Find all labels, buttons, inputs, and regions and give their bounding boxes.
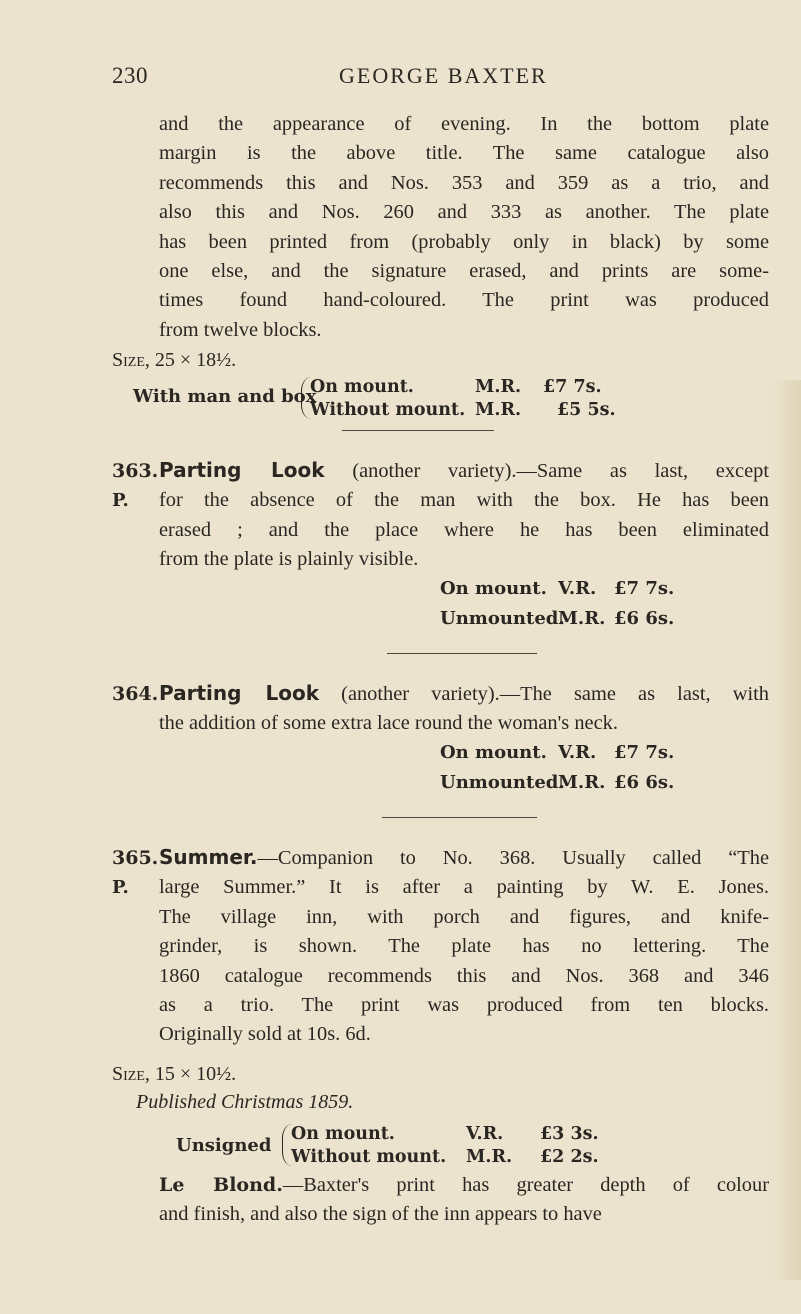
entry-title: Parting Look [159, 681, 319, 705]
price-row: Unmounted.M.R. £6 6s. [440, 608, 675, 629]
entry-marker: P. [112, 490, 129, 511]
entry-line: from the plate is plainly visible. [159, 548, 419, 571]
price-row: Without mount. M.R. £2 2s. [291, 1147, 599, 1167]
divider [382, 817, 537, 818]
entry-line: The village inn, with porch and figures, and knife- [159, 905, 769, 928]
intro-paragraph [159, 110, 769, 345]
intro-line: also this and Nos. 260 and 333 as another. The plate [159, 201, 769, 224]
page-number: 230 [112, 63, 148, 88]
intro-line: times found hand-coloured. The print was produced [159, 289, 769, 312]
price-row: Without mount. M.R. £5 5s. [310, 400, 616, 420]
entry-number: 365. [112, 847, 159, 869]
entry-marker: P. [112, 877, 129, 898]
variant-price-table [310, 376, 616, 422]
le-blond-note: Le Blond.—Baxter's print has greater depth of colour and finish, and also the sign of the inn appears to have [159, 1171, 769, 1230]
price-row: On mount. V.R. £7 7s. [440, 578, 675, 599]
divider [342, 430, 494, 431]
intro-line: margin is the above title. The same catalogue also [159, 142, 769, 165]
published-note: Published Christmas 1859. [136, 1091, 354, 1113]
size-label: Size, [112, 349, 150, 371]
price-row: Unmounted.M.R. £6 6s. [440, 772, 675, 793]
intro-line: and the appearance of evening. In the bottom plate [159, 113, 769, 135]
variant-price-table [291, 1123, 599, 1169]
entry-title: Parting Look [159, 458, 325, 482]
price-row: On mount. V.R. £7 7s. [440, 742, 675, 763]
intro-line: recommends this and Nos. 353 and 359 as a trio, and [159, 171, 769, 194]
entry-364-text: Parting Look (another variety).—The same as last, with the addition of some extra lace round the woman's neck. [159, 679, 769, 739]
entry-number: 364. [112, 683, 159, 705]
price-row: On mount. M.R. £7 7s. [310, 377, 602, 397]
entry-363-prices [440, 574, 674, 634]
price-row: On mount. V.R. £3 3s. [291, 1124, 599, 1144]
entry-line: erased ; and the place where he has been eliminated [159, 518, 769, 541]
entry-364-prices [440, 738, 674, 798]
entry-365-text: Summer.—Companion to No. 368. Usually called “The large Summer.” It is after a painting by W. E. Jones. The village inn, with porch and figures, and knife- grinder, is shown. The plate has no lettering. The 1860 catalogue recommends this and Nos. 368 and 346 as a trio. The print was produced from ten blocks. Originally sold at 10s. 6d. [159, 843, 769, 1050]
running-title: GEORGE BAXTER [339, 63, 548, 88]
intro-line: has been printed from (probably only in black) by some [159, 230, 769, 253]
intro-line: from twelve blocks. [159, 318, 322, 341]
size-row [112, 349, 236, 372]
entry-number: 363. [112, 460, 159, 482]
entry-title: Summer. [159, 845, 258, 869]
entry-line: grinder, is shown. The plate has no lettering. The [159, 935, 769, 958]
entry-line: 1860 catalogue recommends this and Nos. 368 and 346 [159, 964, 769, 987]
page-edge-stain [771, 380, 801, 1280]
entry-line: for the absence of the man with the box. He has been [159, 489, 769, 512]
entry-363-text: Parting Look (another variety).—Same as last, except for the absence of the man with the box. He has been erased ; and the place where he has been eliminated from the plate is plainly visible. [159, 456, 769, 575]
divider [387, 653, 537, 654]
entry-line: large Summer.” It is after a painting by W. E. Jones. [159, 876, 769, 899]
intro-line: one else, and the signature erased, and prints are some- [159, 260, 769, 283]
variant-label: Unsigned [176, 1135, 272, 1156]
size-value: 15 × 10½. [154, 1063, 237, 1085]
size-value: 25 × 18½. [154, 349, 237, 371]
entry-line: as a trio. The print was produced from ten blocks. [159, 994, 769, 1017]
variant-label: With man and box [133, 386, 317, 407]
note-line: and finish, and also the sign of the inn appears to have [159, 1203, 602, 1226]
entry-line: Originally sold at 10s. 6d. [159, 1023, 371, 1046]
size-label: Size, [112, 1063, 150, 1085]
note-title: Le Blond. [159, 1174, 283, 1196]
size-row [112, 1063, 236, 1086]
entry-line: the addition of some extra lace round the woman's neck. [159, 712, 618, 735]
